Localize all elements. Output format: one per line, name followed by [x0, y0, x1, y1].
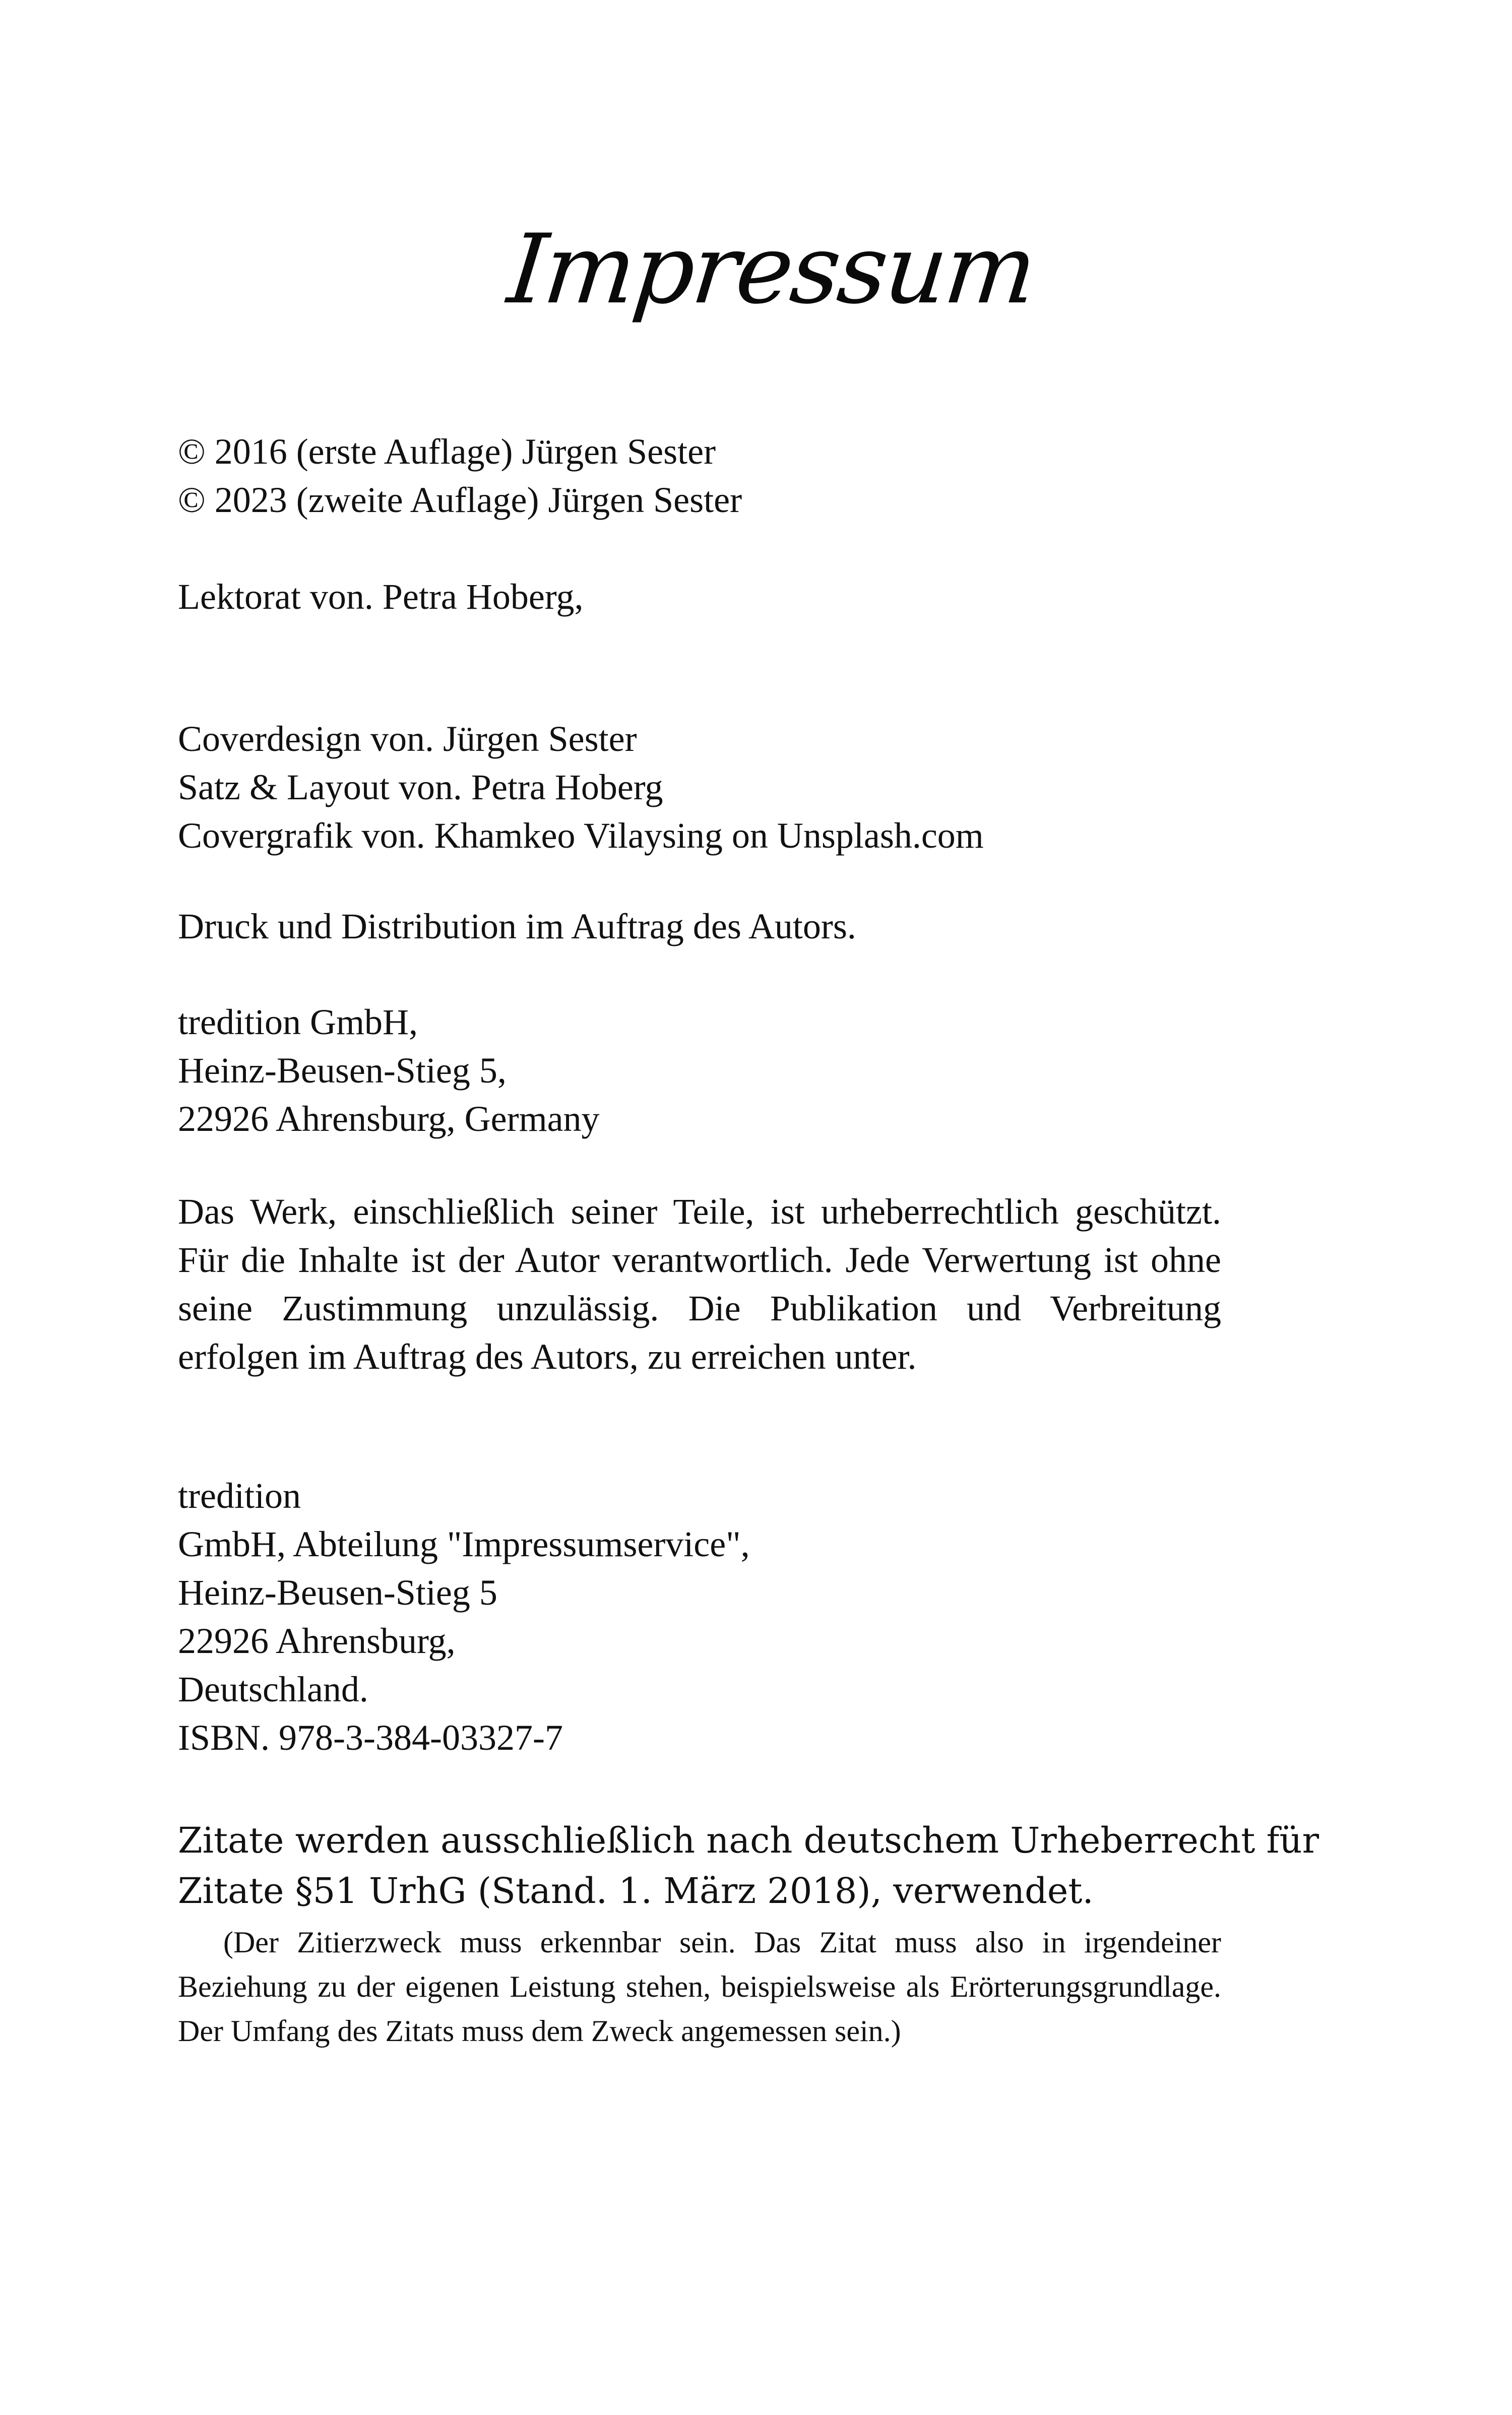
publisher-address [178, 998, 1221, 1143]
page-title: Impressum [503, 214, 1040, 325]
druck-block [178, 902, 1221, 950]
covergrafik-line: Covergrafik von. Khamkeo Vilaysing on Unsplash.com [178, 815, 984, 856]
coverdesign-line: Coverdesign von. Jürgen Sester [178, 719, 637, 759]
credits-block [178, 715, 1221, 860]
quote-line-2: Zitate §51 UrhG (Stand. 1. März 2018), verwendet. [178, 1870, 1094, 1912]
quote-notice [178, 1815, 1319, 1916]
contact-line-5: Deutschland. [178, 1669, 368, 1709]
publisher-name: tredition GmbH, [178, 1002, 418, 1042]
publisher-city: 22926 Ahrensburg, Germany [178, 1099, 600, 1139]
layout-line: Satz & Layout von. Petra Hoberg [178, 767, 663, 807]
contact-line-2: GmbH, Abteilung "Impressumservice", [178, 1524, 750, 1564]
publisher-street: Heinz-Beusen-Stieg 5, [178, 1050, 507, 1091]
quote-footnote: (Der Zitierzweck muss erkennbar sein. Das Zitat muss also in irgendeiner Beziehung zu der eigenen Leistung stehen, beispielsweise als Erörterungsgrundlage. Der Umfang des Zitats muss dem Zweck angemessen sein.) [178, 1926, 1221, 2048]
copyright-first-edition: © 2016 (erste Auflage) Jürgen Sester [178, 431, 716, 472]
druck-line: Druck und Distribution im Auftrag des Autors. [178, 906, 856, 946]
contact-block [178, 1472, 1221, 1762]
isbn-line: ISBN. 978-3-384-03327-7 [178, 1718, 563, 1758]
contact-line-3: Heinz-Beusen-Stieg 5 [178, 1572, 497, 1613]
lektorat-block [178, 573, 1221, 621]
quote-line-1: Zitate werden ausschließlich nach deutschem Urheberrecht für [178, 1820, 1319, 1861]
lektorat-line: Lektorat von. Petra Hoberg, [178, 577, 584, 617]
contact-line-4: 22926 Ahrensburg, [178, 1621, 456, 1661]
copyright-second-edition: © 2023 (zweite Auflage) Jürgen Sester [178, 480, 742, 520]
contact-line-1: tredition [178, 1476, 301, 1516]
copyright-block [178, 427, 1221, 524]
rights-paragraph: Das Werk, einschließlich seiner Teile, ist urheberrechtlich geschützt. Für die Inhalte ist der Autor verantwortlich. Jede Verwertung ist ohne seine Zustimmung unzulässig. Die Publikation und Verbreitung erfolgen im Auftrag des Autors, zu erreichen unter. [178, 1191, 1221, 1377]
